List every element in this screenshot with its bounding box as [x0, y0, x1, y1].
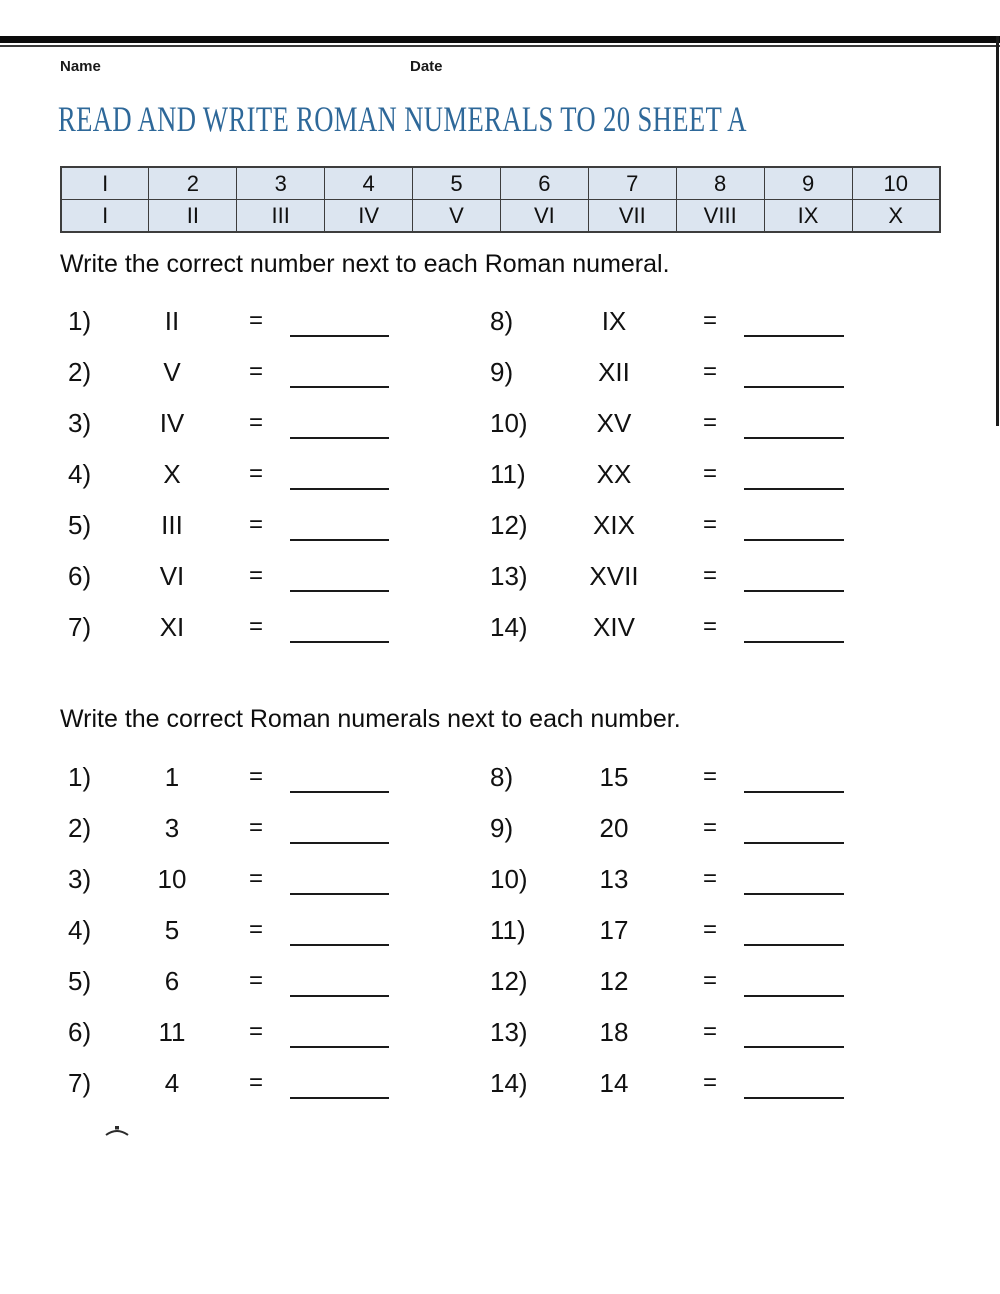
- item-prompt: 20: [599, 813, 629, 843]
- table-cell: 6: [500, 167, 588, 200]
- answer-blank: [744, 509, 844, 541]
- answer-blank: [290, 965, 389, 997]
- exercise-item: [60, 356, 490, 407]
- item-index: 3): [68, 864, 92, 894]
- section2-items: [60, 761, 960, 1118]
- exercise-item: [490, 407, 950, 458]
- exercise-item: [60, 863, 490, 914]
- equals-sign: =: [702, 763, 717, 790]
- item-index: 12): [490, 966, 528, 996]
- equals-sign: =: [248, 967, 263, 994]
- table-cell: IX: [764, 200, 852, 233]
- item-index: 10): [490, 864, 528, 894]
- answer-blank: [744, 965, 844, 997]
- equals-sign: =: [702, 916, 717, 943]
- item-prompt: XVII: [589, 561, 639, 591]
- table-cell: II: [149, 200, 237, 233]
- equals-sign: =: [702, 1069, 717, 1096]
- exercise-item: [60, 1016, 490, 1067]
- item-index: 1): [68, 306, 92, 336]
- equals-sign: =: [248, 511, 263, 538]
- answer-blank: [744, 407, 844, 439]
- top-border-thin-rule: [0, 45, 1000, 47]
- exercise-item: [490, 1016, 950, 1067]
- item-index: 5): [68, 966, 92, 996]
- answer-blank: [744, 863, 844, 895]
- section1-heading: Write the correct number next to each Roman numeral.: [60, 250, 670, 278]
- item-prompt: 10: [157, 864, 187, 894]
- equals-sign: =: [248, 1018, 263, 1045]
- item-prompt: 3: [164, 813, 180, 843]
- item-index: 9): [490, 813, 514, 843]
- equals-sign: =: [702, 511, 717, 538]
- item-index: 2): [68, 813, 92, 843]
- item-index: 14): [490, 1068, 528, 1098]
- item-prompt: 1: [164, 762, 180, 792]
- table-cell: VII: [588, 200, 676, 233]
- equals-sign: =: [702, 865, 717, 892]
- item-prompt: VI: [159, 561, 185, 591]
- equals-sign: =: [702, 613, 717, 640]
- item-prompt: 17: [599, 915, 629, 945]
- equals-sign: =: [702, 358, 717, 385]
- equals-sign: =: [248, 562, 263, 589]
- item-prompt: 15: [599, 762, 629, 792]
- section1-items: [60, 305, 960, 662]
- equals-sign: =: [702, 814, 717, 841]
- exercise-item: [60, 1067, 490, 1118]
- exercise-item: [490, 509, 950, 560]
- page-title: READ AND WRITE ROMAN NUMERALS TO 20 SHEET A: [58, 99, 747, 139]
- table-cell: I: [61, 200, 149, 233]
- item-index: 11): [490, 915, 526, 945]
- right-border-rule: [996, 36, 999, 426]
- answer-blank: [744, 560, 844, 592]
- item-prompt: 12: [599, 966, 629, 996]
- equals-sign: =: [702, 409, 717, 436]
- equals-sign: =: [248, 358, 263, 385]
- exercise-item: [60, 812, 490, 863]
- item-index: 12): [490, 510, 528, 540]
- item-index: 6): [68, 1017, 92, 1047]
- equals-sign: =: [248, 763, 263, 790]
- exercise-item: [490, 914, 950, 965]
- answer-blank: [290, 863, 389, 895]
- equals-sign: =: [702, 1018, 717, 1045]
- table-cell: VIII: [676, 200, 764, 233]
- equals-sign: =: [248, 307, 263, 334]
- exercise-item: [60, 611, 490, 662]
- exercise-item: [490, 761, 950, 812]
- exercise-item: [490, 356, 950, 407]
- equals-sign: =: [248, 460, 263, 487]
- answer-blank: [290, 1067, 389, 1099]
- equals-sign: =: [248, 814, 263, 841]
- exercise-item: [60, 914, 490, 965]
- equals-sign: =: [248, 1069, 263, 1096]
- item-index: 8): [490, 306, 514, 336]
- table-cell: 5: [413, 167, 501, 200]
- item-index: 6): [68, 561, 92, 591]
- answer-blank: [744, 761, 844, 793]
- answer-blank: [290, 1016, 389, 1048]
- answer-blank: [290, 611, 389, 643]
- answer-blank: [744, 914, 844, 946]
- exercise-item: [490, 560, 950, 611]
- roman-numerals-reference-table: [60, 166, 941, 233]
- table-cell: IV: [325, 200, 413, 233]
- exercise-item: [490, 965, 950, 1016]
- item-index: 8): [490, 762, 514, 792]
- answer-blank: [290, 407, 389, 439]
- equals-sign: =: [248, 409, 263, 436]
- exercise-item: [60, 407, 490, 458]
- equals-sign: =: [248, 916, 263, 943]
- table-cell: I: [61, 167, 149, 200]
- table-cell: X: [852, 200, 940, 233]
- exercise-item: [490, 1067, 950, 1118]
- table-cell: 3: [237, 167, 325, 200]
- exercise-item: [60, 761, 490, 812]
- numbers-row: [61, 167, 940, 200]
- item-prompt: II: [164, 306, 180, 336]
- numerals-row: [61, 200, 940, 233]
- exercise-item: [60, 965, 490, 1016]
- answer-blank: [290, 305, 389, 337]
- exercise-item: [490, 305, 950, 356]
- item-prompt: XX: [596, 459, 632, 489]
- item-index: 14): [490, 612, 528, 642]
- exercise-item: [60, 458, 490, 509]
- item-index: 13): [490, 1017, 528, 1047]
- table-cell: III: [237, 200, 325, 233]
- item-prompt: XIX: [593, 510, 635, 540]
- name-label: Name: [60, 58, 101, 75]
- table-cell: 7: [588, 167, 676, 200]
- item-index: 13): [490, 561, 528, 591]
- item-prompt: IX: [601, 306, 627, 336]
- top-border-thick-rule: [0, 36, 1000, 43]
- item-prompt: 18: [599, 1017, 629, 1047]
- item-prompt: 4: [164, 1068, 180, 1098]
- answer-blank: [744, 458, 844, 490]
- item-prompt: X: [163, 459, 181, 489]
- exercise-item: [60, 305, 490, 356]
- item-index: 4): [68, 915, 92, 945]
- answer-blank: [744, 356, 844, 388]
- item-prompt: V: [163, 357, 181, 387]
- item-index: 11): [490, 459, 526, 489]
- item-prompt: 14: [599, 1068, 629, 1098]
- item-prompt: 11: [158, 1017, 186, 1047]
- answer-blank: [290, 560, 389, 592]
- item-prompt: 5: [164, 915, 180, 945]
- item-prompt: XI: [159, 612, 185, 642]
- item-index: 2): [68, 357, 92, 387]
- item-prompt: XIV: [593, 612, 635, 642]
- item-prompt: III: [161, 510, 183, 540]
- answer-blank: [744, 812, 844, 844]
- answer-blank: [744, 1016, 844, 1048]
- item-index: 1): [68, 762, 92, 792]
- table-cell: 10: [852, 167, 940, 200]
- answer-blank: [290, 458, 389, 490]
- exercise-item: [490, 812, 950, 863]
- answer-blank: [744, 305, 844, 337]
- answer-blank: [744, 611, 844, 643]
- item-index: 7): [68, 1068, 92, 1098]
- equals-sign: =: [248, 865, 263, 892]
- item-index: 9): [490, 357, 514, 387]
- table-cell: 9: [764, 167, 852, 200]
- section2-heading: Write the correct Roman numerals next to each number.: [60, 705, 681, 733]
- table-cell: 2: [149, 167, 237, 200]
- answer-blank: [290, 812, 389, 844]
- date-label: Date: [410, 58, 443, 75]
- item-prompt: XV: [596, 408, 632, 438]
- exercise-item: [490, 611, 950, 662]
- answer-blank: [290, 914, 389, 946]
- item-prompt: XII: [598, 357, 630, 387]
- equals-sign: =: [702, 967, 717, 994]
- table-cell: V: [413, 200, 501, 233]
- item-index: 4): [68, 459, 92, 489]
- table-cell: 8: [676, 167, 764, 200]
- answer-blank: [290, 761, 389, 793]
- item-prompt: 6: [164, 966, 180, 996]
- answer-blank: [290, 509, 389, 541]
- item-prompt: 13: [599, 864, 629, 894]
- item-index: 10): [490, 408, 528, 438]
- exercise-item: [490, 458, 950, 509]
- answer-blank: [744, 1067, 844, 1099]
- item-index: 7): [68, 612, 92, 642]
- equals-sign: =: [702, 307, 717, 334]
- partial-logo-ornament-icon: [105, 1125, 129, 1137]
- exercise-item: [490, 863, 950, 914]
- item-index: 5): [68, 510, 92, 540]
- answer-blank: [290, 356, 389, 388]
- exercise-item: [60, 509, 490, 560]
- table-cell: 4: [325, 167, 413, 200]
- equals-sign: =: [702, 562, 717, 589]
- item-index: 3): [68, 408, 92, 438]
- item-prompt: IV: [159, 408, 185, 438]
- table-cell: VI: [500, 200, 588, 233]
- exercise-item: [60, 560, 490, 611]
- equals-sign: =: [702, 460, 717, 487]
- equals-sign: =: [248, 613, 263, 640]
